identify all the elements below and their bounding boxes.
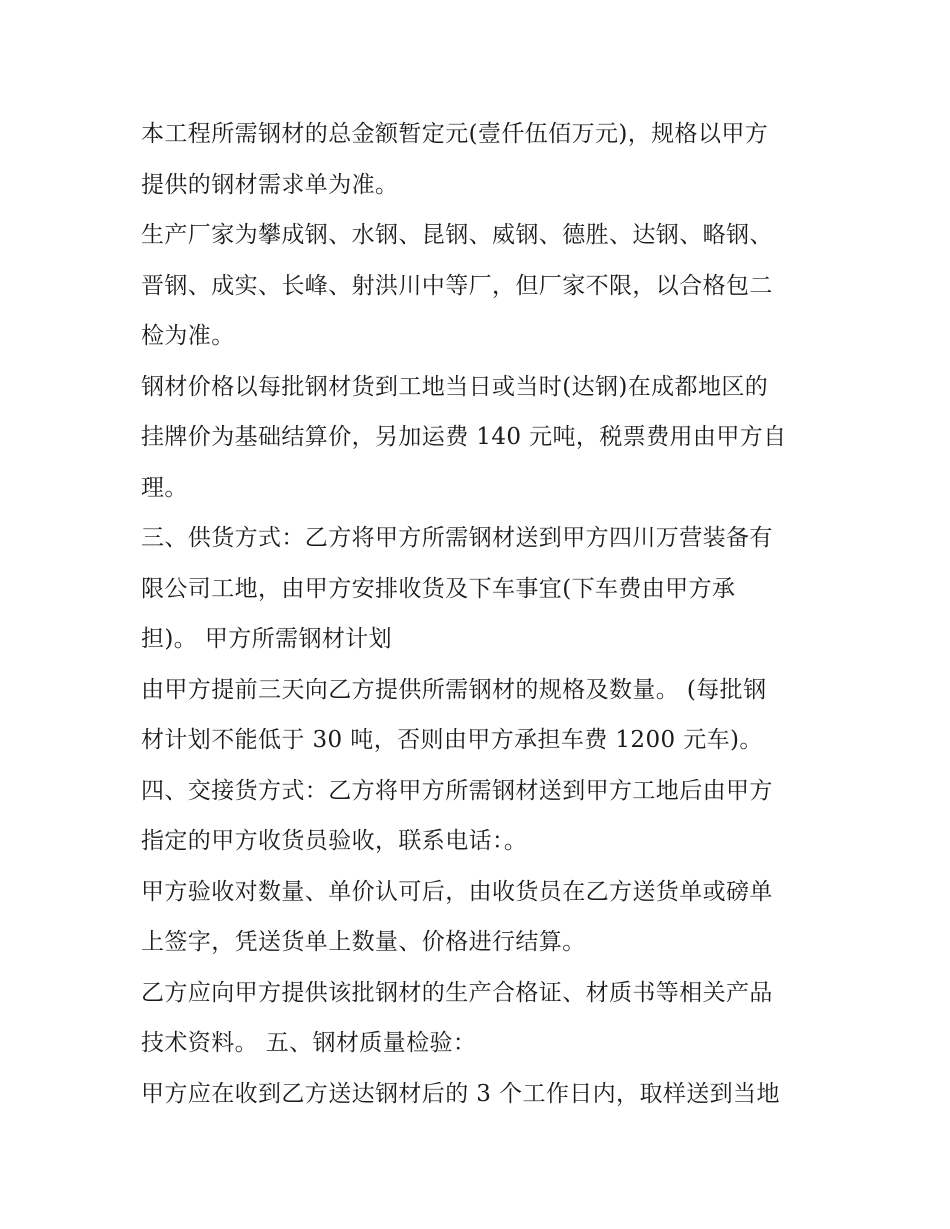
text-line-5: 检为准。	[141, 323, 235, 349]
text-line-13: 材计划不能低于 30 吨，否则由甲方承担车费 1200 元车)。	[141, 727, 763, 753]
text-line-3: 生产厂家为攀成钢、水钢、昆钢、威钢、德胜、达钢、略钢、	[141, 222, 773, 248]
text-line-17: 上签字，凭送货单上数量、价格进行结算。	[141, 929, 586, 955]
text-line-20: 甲方应在收到乙方送达钢材后的 3 个工作日内，取样送到当地	[141, 1080, 780, 1107]
text-line-16: 甲方验收对数量、单价认可后，由收货员在乙方送货单或磅单	[141, 878, 773, 905]
text-line-10: 限公司工地，由甲方安排收货及下车事宜(下车费由甲方承	[141, 575, 736, 602]
text-line-6: 钢材价格以每批钢材货到工地当日或当时(达钢)在成都地区的	[141, 373, 769, 400]
text-line-4: 晋钢、成实、长峰、射洪川中等厂，但厂家不限，以合格包二	[141, 272, 773, 299]
text-line-12: 由甲方提前三天向乙方提供所需钢材的规格及数量。 (每批钢	[141, 676, 767, 703]
text-line-1: 本工程所需钢材的总金额暂定元(壹仟伍佰万元)，规格以甲方	[141, 121, 769, 147]
text-line-2: 提供的钢材需求单为准。	[141, 171, 399, 198]
text-line-11: 担)。 甲方所需钢材计划	[141, 626, 393, 652]
text-line-9: 三、供货方式：乙方将甲方所需钢材送到甲方四川万营装备有	[141, 525, 773, 551]
text-line-7: 挂牌价为基础结算价，另加运费 140 元吨，税票费用由甲方自	[141, 424, 787, 450]
text-line-19: 技术资料。 五、钢材质量检验：	[141, 1030, 477, 1056]
contract-text-body	[141, 109, 821, 1119]
text-line-14: 四、交接货方式：乙方将甲方所需钢材送到甲方工地后由甲方	[141, 777, 773, 804]
text-line-8: 理。	[141, 474, 188, 501]
text-line-15: 指定的甲方收货员验收，联系电话：。	[141, 828, 528, 854]
text-line-18: 乙方应向甲方提供该批钢材的生产合格证、材质书等相关产品	[141, 979, 773, 1006]
